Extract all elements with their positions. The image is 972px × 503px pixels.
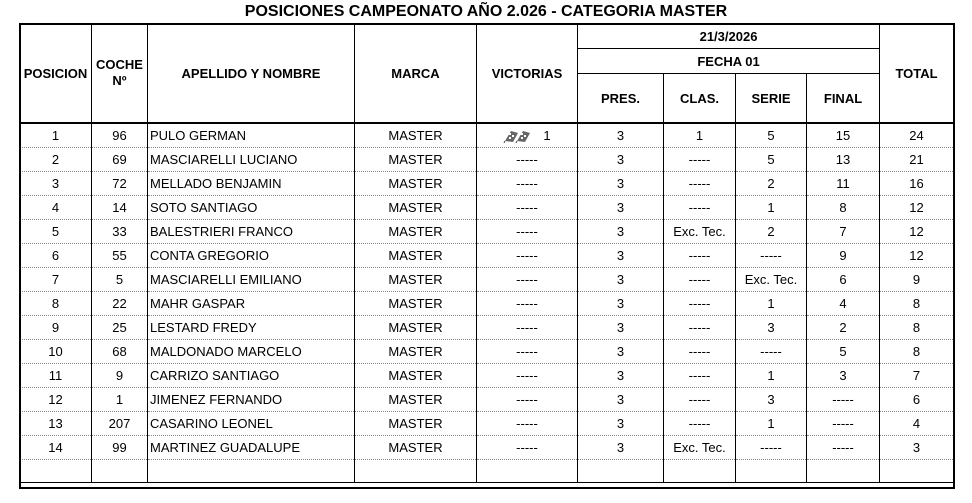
empty-cell (736, 460, 807, 483)
cell-pos: 1 (20, 123, 92, 148)
cell-pos: 5 (20, 220, 92, 244)
cell-victorias: ----- (477, 268, 578, 292)
empty-cell (477, 460, 578, 483)
table-row (20, 268, 954, 292)
cell-coche: 1 (92, 388, 148, 412)
cell-marca: MASTER (355, 340, 477, 364)
cell-total: 24 (880, 123, 954, 148)
cell-nombre: LESTARD FREDY (148, 316, 355, 340)
cell-final: ----- (807, 436, 880, 460)
cell-serie: 1 (736, 196, 807, 220)
standings-table (19, 23, 954, 483)
cell-nombre: MASCIARELLI EMILIANO (148, 268, 355, 292)
header-marca: MARCA (355, 24, 477, 124)
header-victorias: VICTORIAS (477, 24, 578, 124)
cell-coche: 68 (92, 340, 148, 364)
empty-cell (355, 460, 477, 483)
empty-cell (880, 460, 954, 483)
cell-victorias (477, 123, 578, 148)
cell-victorias: ----- (477, 196, 578, 220)
cell-coche: 55 (92, 244, 148, 268)
cell-pos: 8 (20, 292, 92, 316)
cell-serie: 3 (736, 316, 807, 340)
cell-serie: 5 (736, 148, 807, 172)
cell-nombre: PULO GERMAN (148, 123, 355, 148)
cell-nombre: MELLADO BENJAMIN (148, 172, 355, 196)
cell-clas: ----- (664, 268, 736, 292)
cell-clas: ----- (664, 244, 736, 268)
cell-total: 12 (880, 220, 954, 244)
cell-serie: 1 (736, 292, 807, 316)
cell-coche: 9 (92, 364, 148, 388)
cell-total: 8 (880, 292, 954, 316)
cell-victorias: ----- (477, 412, 578, 436)
cell-total: 4 (880, 412, 954, 436)
cell-final: 4 (807, 292, 880, 316)
cell-clas: ----- (664, 148, 736, 172)
cell-total: 3 (880, 436, 954, 460)
cell-clas: Exc. Tec. (664, 436, 736, 460)
cell-victorias: ----- (477, 364, 578, 388)
table-row (20, 388, 954, 412)
cell-pres: 3 (578, 220, 664, 244)
cell-coche: 5 (92, 268, 148, 292)
cell-final: 8 (807, 196, 880, 220)
cell-coche: 69 (92, 148, 148, 172)
cell-nombre: MARTINEZ GUADALUPE (148, 436, 355, 460)
cell-clas: ----- (664, 196, 736, 220)
cell-total: 8 (880, 340, 954, 364)
cell-victorias: ----- (477, 244, 578, 268)
header-date: 21/3/2026 (578, 24, 880, 49)
cell-total: 12 (880, 244, 954, 268)
cell-final: 11 (807, 172, 880, 196)
cell-serie: 1 (736, 412, 807, 436)
cell-pres: 3 (578, 123, 664, 148)
cell-serie: 1 (736, 364, 807, 388)
cell-total: 6 (880, 388, 954, 412)
header-posicion: POSICION (20, 24, 92, 124)
cell-total: 16 (880, 172, 954, 196)
cell-clas: 1 (664, 123, 736, 148)
cell-coche: 207 (92, 412, 148, 436)
cell-marca: MASTER (355, 412, 477, 436)
cell-serie: ----- (736, 436, 807, 460)
cell-marca: MASTER (355, 316, 477, 340)
cell-victorias: ----- (477, 316, 578, 340)
table-row (20, 220, 954, 244)
table-row (20, 148, 954, 172)
cell-final: 5 (807, 340, 880, 364)
table-row (20, 123, 954, 148)
cell-pres: 3 (578, 340, 664, 364)
cell-pres: 3 (578, 412, 664, 436)
empty-row (20, 460, 954, 483)
cell-nombre: MAHR GASPAR (148, 292, 355, 316)
cell-clas: ----- (664, 388, 736, 412)
header-clas: CLAS. (664, 74, 736, 124)
cell-serie: Exc. Tec. (736, 268, 807, 292)
empty-cell (148, 460, 355, 483)
header-fecha: FECHA 01 (578, 49, 880, 74)
cell-serie: 5 (736, 123, 807, 148)
cell-clas: ----- (664, 412, 736, 436)
cell-marca: MASTER (355, 196, 477, 220)
cell-clas: ----- (664, 316, 736, 340)
cell-victorias: ----- (477, 436, 578, 460)
cell-pres: 3 (578, 436, 664, 460)
cell-marca: MASTER (355, 172, 477, 196)
cell-pres: 3 (578, 148, 664, 172)
table-row (20, 436, 954, 460)
table-row (20, 196, 954, 220)
cell-final: 2 (807, 316, 880, 340)
cell-serie: 2 (736, 172, 807, 196)
cell-pos: 7 (20, 268, 92, 292)
cell-pos: 2 (20, 148, 92, 172)
cell-victorias: ----- (477, 292, 578, 316)
cell-clas: ----- (664, 172, 736, 196)
empty-cell (20, 460, 92, 483)
cell-pos: 3 (20, 172, 92, 196)
cell-marca: MASTER (355, 148, 477, 172)
cell-nombre: CARRIZO SANTIAGO (148, 364, 355, 388)
cell-nombre: JIMENEZ FERNANDO (148, 388, 355, 412)
cell-final: 3 (807, 364, 880, 388)
cell-clas: ----- (664, 364, 736, 388)
cell-final: 15 (807, 123, 880, 148)
cell-serie: ----- (736, 244, 807, 268)
header-coche-label: COCHE Nº (96, 57, 143, 88)
cell-marca: MASTER (355, 244, 477, 268)
cell-pos: 14 (20, 436, 92, 460)
table-row (20, 244, 954, 268)
cell-pres: 3 (578, 172, 664, 196)
header-pres: PRES. (578, 74, 664, 124)
cell-coche: 22 (92, 292, 148, 316)
cell-victorias: ----- (477, 172, 578, 196)
cell-pres: 3 (578, 292, 664, 316)
cell-clas: ----- (664, 340, 736, 364)
cell-pres: 3 (578, 316, 664, 340)
table-row (20, 412, 954, 436)
cell-pos: 6 (20, 244, 92, 268)
cell-total: 9 (880, 268, 954, 292)
cell-serie: 2 (736, 220, 807, 244)
empty-cell (664, 460, 736, 483)
table-row (20, 316, 954, 340)
cell-victorias: ----- (477, 220, 578, 244)
page-title: POSICIONES CAMPEONATO AÑO 2.026 - CATEGORIA MASTER (244, 3, 728, 20)
cell-pos: 13 (20, 412, 92, 436)
table-row (20, 364, 954, 388)
header-coche (92, 24, 148, 124)
cell-pres: 3 (578, 244, 664, 268)
standings-rows (20, 123, 954, 483)
cell-clas: ----- (664, 292, 736, 316)
header-total: TOTAL (880, 24, 954, 124)
cell-final: 7 (807, 220, 880, 244)
cell-nombre: SOTO SANTIAGO (148, 196, 355, 220)
cell-marca: MASTER (355, 123, 477, 148)
cell-total: 12 (880, 196, 954, 220)
cell-pres: 3 (578, 196, 664, 220)
cell-pos: 11 (20, 364, 92, 388)
cell-final: 9 (807, 244, 880, 268)
cell-final: ----- (807, 412, 880, 436)
table-row (20, 172, 954, 196)
table-row (20, 340, 954, 364)
cell-victorias: ----- (477, 148, 578, 172)
cell-final: ----- (807, 388, 880, 412)
cell-victorias: ----- (477, 340, 578, 364)
cell-pres: 3 (578, 364, 664, 388)
cell-pos: 4 (20, 196, 92, 220)
victorias-count: 1 (543, 128, 551, 144)
cell-pres: 3 (578, 268, 664, 292)
header-serie: SERIE (736, 74, 807, 124)
cell-nombre: CONTA GREGORIO (148, 244, 355, 268)
empty-cell (807, 460, 880, 483)
cell-marca: MASTER (355, 364, 477, 388)
cell-total: 21 (880, 148, 954, 172)
cell-marca: MASTER (355, 436, 477, 460)
cell-total: 8 (880, 316, 954, 340)
cell-marca: MASTER (355, 292, 477, 316)
cell-nombre: BALESTRIERI FRANCO (148, 220, 355, 244)
header-final: FINAL (807, 74, 880, 124)
cell-nombre: MALDONADO MARCELO (148, 340, 355, 364)
checkered-flag-icon (503, 129, 533, 143)
cell-marca: MASTER (355, 388, 477, 412)
cell-final: 13 (807, 148, 880, 172)
cell-coche: 33 (92, 220, 148, 244)
cell-nombre: CASARINO LEONEL (148, 412, 355, 436)
cell-victorias: ----- (477, 388, 578, 412)
cell-coche: 25 (92, 316, 148, 340)
cell-serie: ----- (736, 340, 807, 364)
cell-coche: 99 (92, 436, 148, 460)
table-row (20, 292, 954, 316)
cell-marca: MASTER (355, 220, 477, 244)
cell-serie: 3 (736, 388, 807, 412)
cell-coche: 14 (92, 196, 148, 220)
cell-total: 7 (880, 364, 954, 388)
empty-cell (578, 460, 664, 483)
empty-cell (92, 460, 148, 483)
cell-coche: 96 (92, 123, 148, 148)
cell-marca: MASTER (355, 268, 477, 292)
cell-nombre: MASCIARELLI LUCIANO (148, 148, 355, 172)
header-nombre: APELLIDO Y NOMBRE (148, 24, 355, 124)
cell-pres: 3 (578, 388, 664, 412)
cell-coche: 72 (92, 172, 148, 196)
cell-pos: 12 (20, 388, 92, 412)
cell-clas: Exc. Tec. (664, 220, 736, 244)
cell-final: 6 (807, 268, 880, 292)
cell-pos: 9 (20, 316, 92, 340)
cell-pos: 10 (20, 340, 92, 364)
